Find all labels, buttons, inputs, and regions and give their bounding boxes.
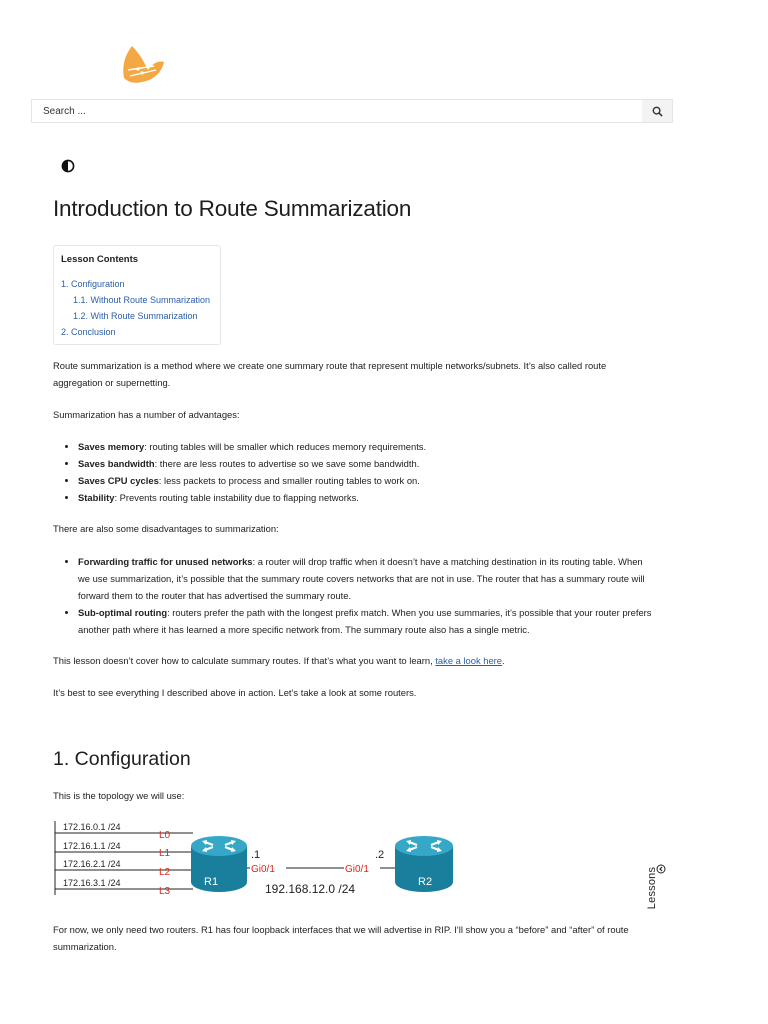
topology-intro: This is the topology we will use: (53, 790, 185, 801)
list-item-term: Saves CPU cycles (78, 475, 159, 486)
loopback-label: L2 (159, 867, 171, 878)
list-item (78, 455, 678, 472)
link-subnet-label: 192.168.12.0 /24 (265, 882, 356, 896)
calc-note-end: . (502, 655, 505, 666)
list-item (78, 553, 653, 604)
toc-link-without-summarization[interactable]: 1.1. Without Route Summarization (73, 295, 211, 305)
list-item-text: : Prevents routing table instability due to flapping networks. (114, 492, 359, 503)
after-topology-paragraph: For now, we only need two routers. R1 has four loopback interfaces that we will advertise in RIP. I’ll show you a “before” and “after” of route summarization. (53, 924, 629, 952)
contrast-toggle-icon[interactable] (61, 159, 75, 173)
list-item (78, 489, 678, 506)
intro-paragraph: Route summarization is a method where we create one summary route that represent multiple networks/subnets. It’s also called route aggregation or supernetting. (53, 360, 607, 388)
network-label: 172.16.0.1 /24 (63, 822, 121, 832)
router-r1-label: R1 (204, 876, 219, 888)
search-button[interactable] (642, 100, 672, 122)
toc-link-with-summarization[interactable]: 1.2. With Route Summarization (73, 311, 198, 321)
lesson-contents (53, 245, 221, 345)
list-item-term: Saves memory (78, 441, 145, 452)
r1-host-label: .1 (251, 849, 261, 861)
list-item-text: : less packets to process and smaller routing tables to work on. (158, 475, 420, 486)
list-item-text: : routing tables will be smaller which reduces memory requirements. (144, 441, 427, 452)
take-a-look-link[interactable]: take a look here (435, 655, 503, 666)
toc-link-configuration[interactable]: 1. Configuration (61, 279, 125, 289)
list-item-term: Forwarding traffic for unused networks (78, 556, 253, 567)
lessons-label: Lessons (646, 866, 659, 910)
list-item-term: Stability (78, 492, 115, 503)
loopback-label: L1 (159, 848, 171, 859)
router-r1-icon (191, 836, 247, 892)
disadvantages-list (53, 553, 653, 638)
list-item (78, 604, 653, 638)
list-item-term: Sub-optimal routing (78, 607, 168, 618)
toc-link-conclusion[interactable]: 2. Conclusion (61, 327, 116, 337)
page-title: Introduction to Route Summarization (53, 196, 412, 221)
r2-host-label: .2 (375, 849, 385, 861)
list-item-text: : routers prefer the path with the longest prefix match. When you use summaries, it’s possible that your router prefers another path where it has learned a more specific network from. The summary route also has a single metric. (78, 607, 652, 635)
list-item (78, 438, 678, 455)
list-item (78, 472, 678, 489)
list-item-text: : there are less routes to advertise so we save some bandwidth. (154, 458, 420, 469)
list-item-text: : a router will drop traffic when it doesn’t have a matching destination in its routing table. When we use summarization, it’s possible that the summary route covers networks that are not in use. The router that has a summary route will forward them to the router that has advertised the summary route. (78, 556, 645, 601)
loopback-label: L0 (159, 830, 171, 841)
network-label: 172.16.3.1 /24 (63, 878, 121, 888)
router-r2-label: R2 (418, 876, 433, 888)
lesson-contents-title: Lesson Contents (61, 254, 139, 265)
network-label: 172.16.1.1 /24 (63, 841, 121, 851)
action-note: It’s best to see everything I described above in action. Let’s take a look at some routers. (53, 687, 417, 698)
loopback-label: L3 (159, 886, 171, 897)
lessons-sidebar-toggle[interactable] (646, 862, 674, 924)
disadvantages-intro: There are also some disadvantages to summarization: (53, 523, 279, 534)
search-bar (31, 99, 673, 123)
calc-note-text: This lesson doesn’t cover how to calculate summary routes. If that’s what you want to learn, (53, 655, 436, 666)
list-item-term: Saves bandwidth (78, 458, 155, 469)
section-heading-configuration: 1. Configuration (53, 748, 191, 770)
advantages-list (53, 438, 678, 506)
network-label: 172.16.2.1 /24 (63, 859, 121, 869)
search-input[interactable] (32, 100, 653, 122)
site-logo[interactable] (118, 40, 166, 88)
calc-note (53, 652, 653, 669)
search-icon (652, 106, 663, 117)
r1-interface-label: Gi0/1 (251, 864, 275, 875)
r2-interface-label: Gi0/1 (345, 864, 369, 875)
advantages-intro: Summarization has a number of advantages: (53, 409, 240, 420)
topology-diagram (53, 818, 473, 900)
